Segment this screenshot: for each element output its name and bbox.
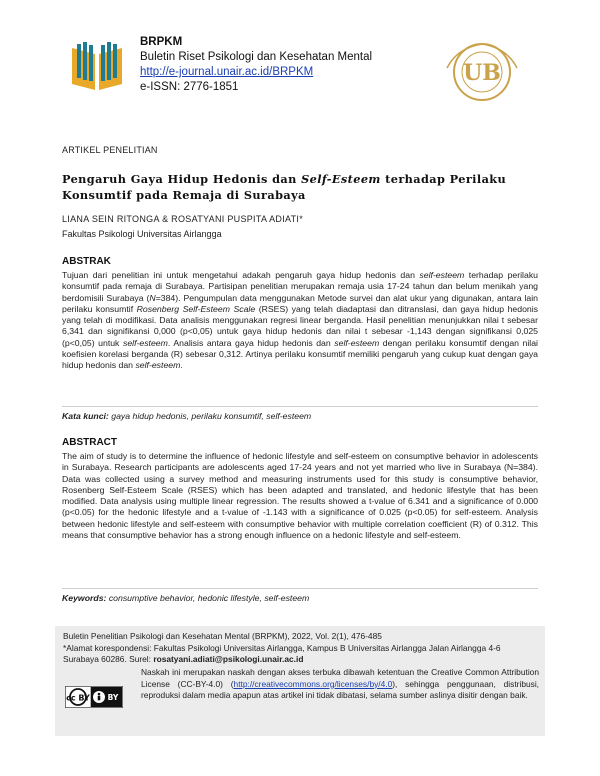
abstrak-italic: self-esteem <box>135 360 181 371</box>
email-address[interactable]: rosatyani.adiati@psikologi.unair.ac.id <box>153 654 304 664</box>
article-authors: LIANA SEIN RITONGA & ROSATYANI PUSPITA ADIATI* <box>62 214 304 224</box>
kata-kunci <box>62 411 538 421</box>
footer-box <box>55 626 545 736</box>
section-divider <box>62 588 538 589</box>
cc-by-badge <box>65 686 123 708</box>
abstrak-text: . <box>180 360 183 371</box>
abstract-body: The aim of study is to determine the influence of hedonic lifestyle and self-esteem on consumptive behavior in adolescents in Surabaya. Research participants are adolescents aged 17-24 years and not yet married who live in Surabaya (N=384). Data was collected using a survey method and measuring instruments used for this study is consumptive behavior, Rosenberg Self-Esteem Scale (RSES) which has been adapted and translated, and hedonic lifestyle that has been modified. Data analysis using multiple linear regression. The results showed a t-value of 6.341 and a significance of 0.000 (p<0.05) for the hedonic lifestyle and a t-value of -1.143 with a significance of 0.025 (p<0.05) for self-esteem. Analysis between hedonic lifestyle and self-esteem with consumptive behavior with multiple correlation coefficient (R) of 0.312. This means that consumptive behavior has a strong enough influence on a hedonic lifestyle and self-esteem. <box>62 451 538 541</box>
journal-issn: e-ISSN: 2776-1851 <box>140 81 239 93</box>
journal-name: Buletin Riset Psikologi dan Kesehatan Mental <box>140 51 373 63</box>
journal-info <box>140 35 372 95</box>
svg-text:BY: BY <box>107 693 119 702</box>
article-type-label: ARTIKEL PENELITIAN <box>62 145 158 155</box>
article-title <box>62 171 540 203</box>
abstrak-text: dengan perilaku konsumtif dengan nilai koefisien korelasi berganda (R) sebesar 0,312. Artinya perilaku konsumtif memiliki pengaruh yang cukup kuat dengan gaya hidup hedonis dan <box>62 337 538 371</box>
cc-badge-text: cc BY <box>66 693 90 703</box>
abstrak-text: =384). Pengumpulan data menggunakan Metode survei dan alat ukur yang digunakan, antara lain perilaku konsumtif <box>62 292 538 314</box>
abstrak-text: Tujuan dari penelitian ini untuk mengetahui adakah pengaruh gaya hidup hedonis dan <box>62 270 420 280</box>
address-text: *Alamat korespondensi: Fakultas Psikologi Universitas Airlangga, Kampus B Universitas Airlangga Jalan Airlangga 4-6 Surabaya 60286. Surel: <box>63 642 501 664</box>
abstrak-italic: N <box>149 292 156 303</box>
citation-line: Buletin Penelitian Psikologi dan Kesehatan Mental (BRPKM), 2022, Vol. 2(1), 476-485 <box>63 631 382 641</box>
abstrak-heading: ABSTRAK <box>62 256 111 267</box>
journal-url-link[interactable]: http://e-journal.unair.ac.id/BRPKM <box>140 66 314 78</box>
university-seal-logo <box>437 38 527 106</box>
keywords <box>62 593 538 603</box>
kata-kunci-values: gaya hidup hedonis, perilaku konsumtif, self-esteem <box>108 411 312 421</box>
title-italic-part: Self-Esteem <box>301 172 381 186</box>
article-affiliation: Fakultas Psikologi Universitas Airlangga <box>62 229 222 239</box>
abstrak-italic: self-esteem <box>122 337 168 348</box>
abstrak-text: (RSES) yang telah diadaptasi dan ditranslasi, dan gaya hidup hedonis yang telah di modifikasi. Data analisis menggunakan regresi linear berganda. Hasil penelitian menunjukkan nilai t sebesar 6,341 dan signifikansi 0,000 (p<0,05) untuk gaya hidup hedonis dan nilai t sebesar -1,143 dengan signifikansi 0,025 (p<0,05) untuk <box>62 303 539 348</box>
abstrak-text: terhadap perilaku konsumtif pada remaja di Surabaya. Partisipan penelitian merupakan remaja usia 17-24 tahun dan belum menikah yang berdomisili Surabaya ( <box>62 270 538 303</box>
title-part-2: terhadap Perilaku Konsumtif pada Remaja di Surabaya <box>62 172 507 202</box>
abstrak-italic: self-esteem <box>334 337 380 348</box>
section-divider <box>62 406 538 407</box>
abstrak-text: . Analisis antara gaya hidup hedonis dan <box>167 337 335 348</box>
journal-abbr: BRPKM <box>140 36 183 48</box>
title-part-1: Pengaruh Gaya Hidup Hedonis dan <box>62 172 302 186</box>
license-before: Naskah ini merupakan naskah dengan akses terbuka dibawah ketentuan the Creative Common Attribution License (CC-BY-4.0) ( <box>141 667 539 689</box>
abstrak-italic: Rosenberg Self-Esteem Scale <box>136 303 256 314</box>
kata-kunci-label: Kata kunci: <box>62 411 109 421</box>
journal-header <box>0 0 600 110</box>
license-after: ), sehingga penggunaan, distribusi, reproduksi dalam media apapun atas artikel ini tidak dibatasi, selama sumber aslinya disitir dengan baik. <box>141 678 540 700</box>
correspondence-address <box>63 643 538 666</box>
keywords-values: consumptive behavior, hedonic lifestyle, self-esteem <box>106 593 310 603</box>
abstrak-body <box>62 270 538 372</box>
license-url-link[interactable]: http://creativecommons.org/licenses/by/4.0 <box>233 678 393 689</box>
license-text <box>141 667 539 702</box>
abstrak-italic: self-esteem <box>419 270 465 280</box>
journal-books-logo <box>68 38 126 94</box>
footer-citation-block <box>63 631 538 666</box>
seal-text: UB <box>463 60 501 86</box>
keywords-label: Keywords: <box>62 593 107 603</box>
abstract-heading: ABSTRACT <box>62 437 117 448</box>
